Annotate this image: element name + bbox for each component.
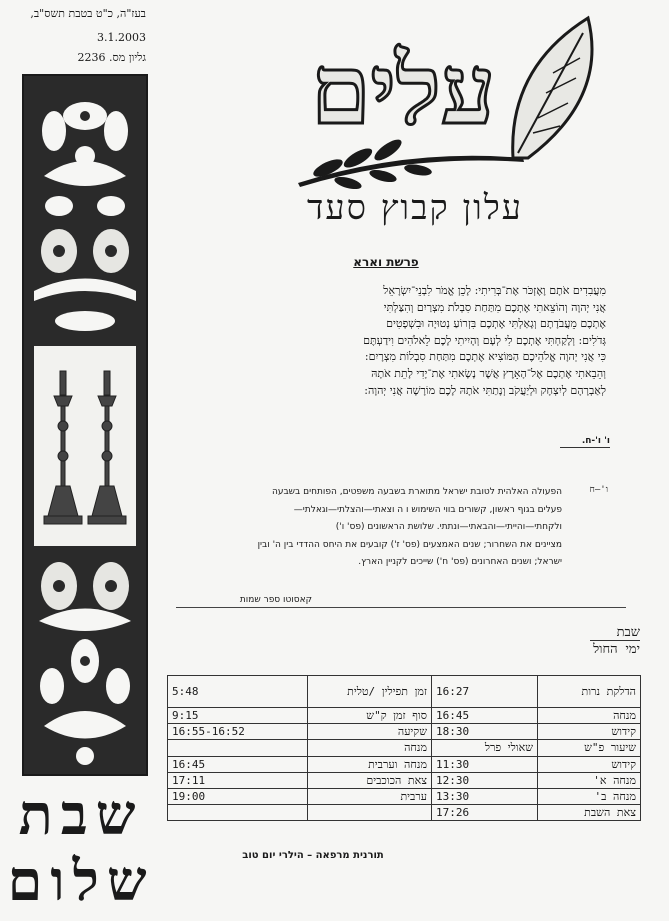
commentary-line: הפעולה האלהית לטובת ישראל מתוארת בשבעה משפטים, הפותחים בשבעה: [271, 487, 562, 497]
table-cell: [168, 740, 308, 756]
table-cell: 17:26: [432, 805, 538, 821]
commentary-line: ולקחתי—והייתי—והבאתי—ונתתי. שלושת הראשונים (פס' ו'): [335, 522, 562, 533]
table-cell: מנחה א': [538, 772, 641, 788]
table-cell: 16:55-16:52: [168, 724, 308, 740]
verse-line: אֲנִי יְהוָה וְהוֹצֵאתִי אֶתְכֶם מִתַּחַת סִבְלֹת מִצְרַיִם וְהִצַּלְתִּי: [383, 300, 606, 314]
table-cell: מנחה: [308, 740, 432, 756]
header-date-hebrew: בעז"ה, כ"ט בטבת תשס"ב,: [30, 7, 146, 20]
prayer-times-table: [167, 675, 641, 821]
table-cell: 12:30: [432, 772, 538, 788]
table-cell: 16:45: [168, 756, 308, 772]
masthead-subtitle: עלון קבוץ סעד: [306, 188, 524, 228]
verse-line: וְהֵבֵאתִי אֶתְכֶם אֶל־הָאָרֶץ אֲשֶׁר נָשָׂאתִי אֶת־יָדִי לָתֵת אֹתָהּ: [371, 366, 606, 380]
shabbat-word: שבת: [18, 782, 144, 848]
table-row: [168, 805, 641, 821]
table-row: [168, 788, 641, 804]
commentary-line: פעלים בגוף ראשון, קשורים בווי השימוש ו ה וצאתי—והצלתי—וגאלתי—: [293, 504, 562, 515]
table-cell: הדלקת נרות: [538, 676, 641, 708]
verse-line: גְּדֹלִים: וְלָקַחְתִּי אֶתְכֶם לִי לְעָם וְהָיִיתִי לָכֶם לֵאלֹהִים וִידַעְתֶּם: [363, 333, 606, 347]
table-cell: 19:00: [168, 788, 308, 804]
verse-line: כִּי אֲנִי יְהוָה אֱלֹהֵיכֶם הַמּוֹצִיא אֶתְכֶם מִתַּחַת סִבְלוֹת מִצְרָיִם:: [364, 350, 606, 364]
table-cell: [308, 805, 432, 821]
masthead-logo: [288, 8, 618, 208]
table-cell: 18:30: [432, 724, 538, 740]
commentary-reference: ו'–ח: [589, 485, 608, 495]
logo-wordmark: עלים: [310, 33, 496, 146]
verse-line: מִעֲבִדִים אֹתָם וָאֶזְכֹּר אֶת־בְּרִיתִי: לָכֵן אֱמֹר לִבְנֵי־יִשְׂרָאֵל: [383, 284, 606, 297]
table-cell: מנחה וערבית: [308, 756, 432, 772]
schedule-label-shabbat: שבת: [590, 624, 640, 641]
decorative-strip: [22, 74, 148, 776]
table-cell: קידוש: [538, 756, 641, 772]
table-cell: צאת השבת: [538, 805, 641, 821]
table-row: [168, 740, 641, 756]
table-row: [168, 724, 641, 740]
table-cell: סוף זמן ק"ש: [308, 708, 432, 724]
shabbat-shalom-caption: [6, 782, 156, 914]
table-cell: שיעור פ"ש: [538, 740, 641, 756]
parasha-title: פרשת וארא: [353, 255, 419, 269]
shalom-word: שלום: [7, 848, 155, 914]
table-row: [168, 772, 641, 788]
torah-verses: [228, 283, 606, 399]
leaf-icon: [513, 18, 592, 158]
table-cell: זמן תפילין /טלית: [308, 676, 432, 708]
divider: [176, 607, 626, 608]
schedule-label-weekdays: ימי החול: [593, 642, 640, 657]
commentary-source: קאסוטו ספר שמות: [239, 595, 312, 605]
table-cell: ערבית: [308, 788, 432, 804]
table-cell: צאת הכוכבים: [308, 772, 432, 788]
verse-reference: ו' ו'-ח.: [560, 436, 610, 448]
table-row: [168, 756, 641, 772]
table-cell: שקיעה: [308, 724, 432, 740]
table-cell: 5:48: [168, 676, 308, 708]
table-cell: קידוש: [538, 724, 641, 740]
table-row: [168, 676, 641, 708]
commentary-line: ישראל; ושנים האחרונים (פס' ח') שייכים לקניין הארץ.: [358, 557, 562, 568]
table-cell: מנחה ב': [538, 788, 641, 804]
table-cell: 13:30: [432, 788, 538, 804]
table-cell: 17:11: [168, 772, 308, 788]
table-cell: 16:27: [432, 676, 538, 708]
ornament-illustration: [24, 76, 146, 774]
verse-line: לְאַבְרָהָם לְיִצְחָק וּלְיַעֲקֹב וְנָתַתִּי אֹתָהּ לָכֶם מוֹרָשָׁה אֲנִי יְהוָה:: [364, 383, 606, 397]
table-cell: [168, 805, 308, 821]
table-cell: 9:15: [168, 708, 308, 724]
commentary-line: מציינים את השחרור; שנים האמצעים (פס' ז') קובעים את היחס ההדדי בין ה' ובין: [257, 539, 562, 550]
table-cell: מנחה: [538, 708, 641, 724]
table-row: [168, 708, 641, 724]
commentary-text: [176, 484, 562, 572]
header-date-gregorian: 3.1.2003: [97, 31, 146, 44]
header-issue-number: גליון מס. 2236: [77, 51, 146, 64]
table-cell: 11:30: [432, 756, 538, 772]
footer-duty-note: תורנית מרפאה – הילרי יום טוב: [242, 850, 384, 861]
table-cell: שאולי פרל: [432, 740, 538, 756]
verse-line: אֶתְכֶם מֵעֲבֹדָתָם וְגָאַלְתִּי אֶתְכֶם בִּזְרוֹעַ נְטוּיָה וּבִשְׁפָטִים: [386, 317, 606, 331]
table-cell: 16:45: [432, 708, 538, 724]
